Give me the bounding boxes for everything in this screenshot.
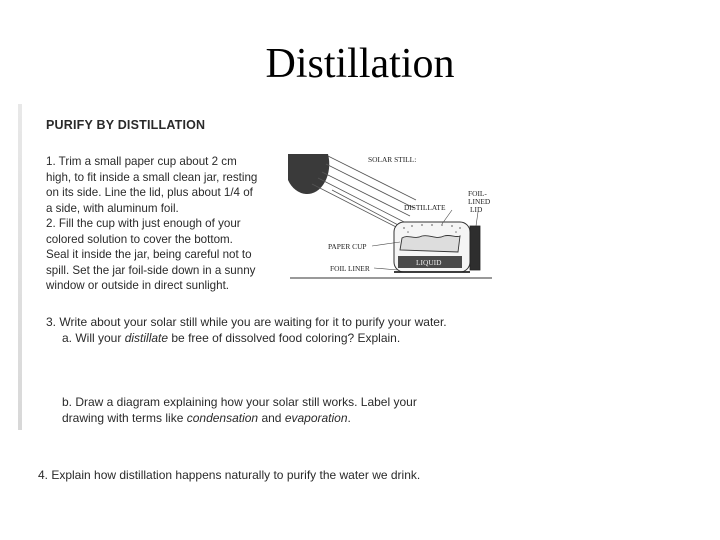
- step-2-line: Seal it inside the jar, being careful not to: [46, 248, 252, 262]
- step-3b-mid: and: [258, 411, 285, 425]
- step-1-line: high, to fit inside a small clean jar, resting: [46, 170, 258, 184]
- step-1-line: 1. Trim a small paper cup about 2 cm: [46, 155, 237, 168]
- step-3b-before: drawing with terms like: [62, 411, 187, 425]
- step-4-text: 4. Explain how distillation happens naturally to purify the water we drink.: [38, 468, 421, 482]
- paper-cup: [400, 235, 460, 252]
- term-evaporation: evaporation: [284, 411, 348, 425]
- step-1-line: a side, with aluminum foil.: [46, 201, 179, 215]
- term-condensation: condensation: [186, 411, 259, 425]
- label-paper-cup: PAPER CUP: [328, 242, 367, 251]
- step-3b-text: [62, 394, 417, 426]
- label-foil-lid-3: LID: [470, 205, 483, 214]
- step-3a-before: a. Will your: [62, 331, 125, 345]
- step-2-line: window or outside in direct sunlight.: [46, 279, 230, 293]
- step-2-text: [46, 216, 255, 294]
- sun-icon: [288, 154, 329, 194]
- step-3a-text: [62, 331, 400, 347]
- step-2-line: spill. Set the jar foil-side down in a sunny: [46, 263, 256, 277]
- scan-edge: [18, 104, 22, 430]
- label-liquid: LIQUID: [416, 258, 442, 267]
- solar-still-diagram: [282, 150, 494, 285]
- label-solar-still: SOLAR STILL:: [368, 155, 417, 164]
- step-1-text: [46, 154, 257, 216]
- step-2-line: colored solution to cover the bottom.: [46, 232, 233, 246]
- step-3a-after: be free of dissolved food coloring? Explain.: [168, 331, 401, 345]
- label-foil-lid-2: LINED: [468, 197, 491, 206]
- label-foil-liner: FOIL LINER: [330, 264, 370, 273]
- foil-lined-lid: [470, 226, 480, 270]
- step-1-line: on its side. Line the lid, plus about 1/4 of: [46, 186, 253, 200]
- step-2-line: 2. Fill the cup with just enough of your: [46, 217, 241, 230]
- worksheet-heading: PURIFY BY DISTILLATION: [46, 118, 206, 132]
- step-3b-line-2: [62, 410, 417, 426]
- step-3-text: 3. Write about your solar still while you are waiting for it to purify your water.: [46, 315, 447, 329]
- slide-title: Distillation: [265, 41, 455, 87]
- step-3b-line-1: b. Draw a diagram explaining how your solar still works. Label your: [62, 395, 417, 409]
- label-foil-lid-1: FOIL-: [468, 189, 487, 198]
- term-distillate: distillate: [124, 331, 169, 345]
- label-distillate: DISTILLATE: [404, 203, 446, 212]
- step-3b-end: .: [347, 411, 351, 425]
